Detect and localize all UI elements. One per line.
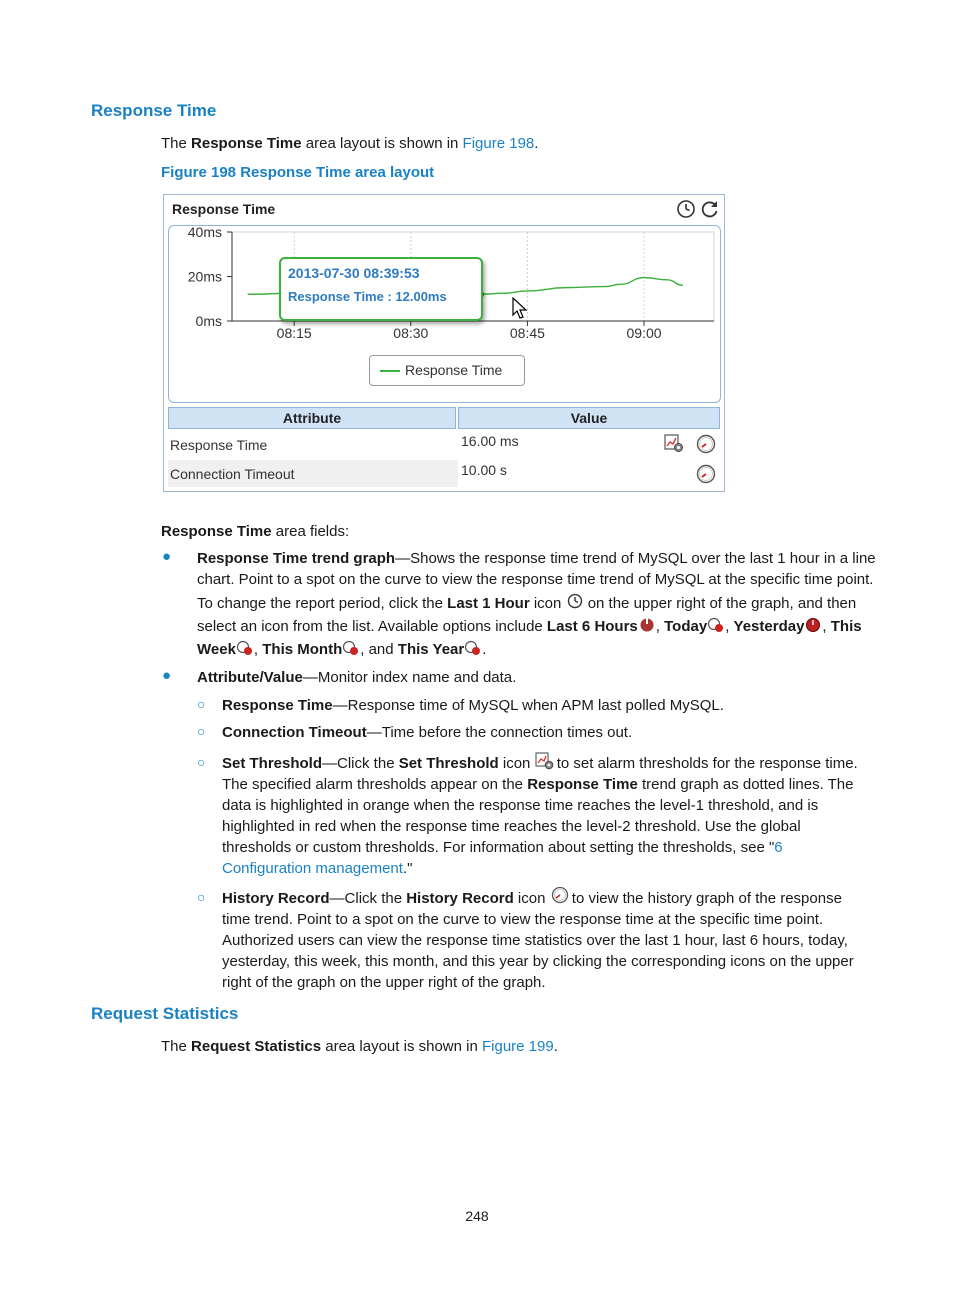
refresh-icon[interactable] [700,199,720,224]
history-record-icon[interactable] [696,464,716,489]
bullet-attribute-value: Attribute/Value—Monitor index name and data. [197,669,517,686]
this-month-icon [342,640,360,656]
page-number: 248 [465,1208,489,1224]
set-threshold-icon [535,752,553,768]
last-1-hour-icon [566,594,584,610]
sub-bullet-circle: ○ [197,723,206,739]
row-attribute: Response Time [170,437,268,453]
chart-tooltip [279,257,483,321]
y-tick-label: 0ms [195,313,222,329]
x-tick-label: 08:30 [393,325,429,341]
y-tick-label: 40ms [187,225,222,240]
sub-bullet-set-threshold: Set Threshold—Click the Set Threshold icon to set alarm thresholds for the response time. The specified alarm thresholds appear on the Response Time trend graph as dotted lines. The data is highlighted in orange when the response time reaches the level-1 threshold, and is highlighted in red when the response time reaches the level-2 threshold. Use the global thresholds or custom thresholds. For information about setting the thresholds, see "6 Configuration management." [222,752,882,879]
figure-198-link[interactable]: Figure 198 [462,135,535,152]
legend-line-swatch [380,370,400,372]
chart-legend[interactable] [369,355,525,386]
tooltip-time: 2013-07-30 08:39:53 [288,265,420,281]
tooltip-value: Response Time : 12.00ms [288,289,447,304]
sub-bullet-circle: ○ [197,754,206,770]
sub-bullet-circle: ○ [197,696,206,712]
outro-paragraph: The Request Statistics area layout is shown in Figure 199. [161,1038,558,1055]
bullet-dot: ● [162,548,172,565]
today-icon [707,617,725,633]
table-row [168,431,718,457]
sub-bullet-connection-timeout: Connection Timeout—Time before the connection times out. [222,724,633,741]
configuration-management-link-number[interactable]: 6 [774,839,783,856]
x-tick-label: 09:00 [626,325,662,341]
x-tick-label: 08:15 [276,325,312,341]
last-6-hours-icon [638,617,656,633]
table-row [168,460,718,487]
x-tick-label: 08:45 [509,325,545,341]
figure-199-link[interactable]: Figure 199 [481,1038,554,1055]
legend-label: Response Time [405,362,503,378]
set-threshold-icon[interactable] [664,433,684,458]
table-header-attribute: Attribute [168,407,456,429]
row-attribute: Connection Timeout [170,466,295,482]
bullet-dot: ● [162,667,172,684]
configuration-management-link[interactable]: Configuration management [222,860,403,877]
sub-bullet-history-record: History Record—Click the History Record icon to view the history graph of the response time trend. Point to a spot on the curve to view the response time at the specific time point. Authorized users can view the response time statistics over the last 1 hour, last 6 hours, today, yesterday, this week, this month, and this year by clicking the corresponding icons on the upper right of the graph on the upper right of the graph. [222,887,882,993]
this-week-icon [236,640,254,656]
yesterday-icon [804,617,822,633]
bullet-response-time-trend-graph: Response Time trend graph—Shows the response time trend of MySQL over the last 1 hour in a line chart. Point to a spot on the curve to view the response time trend of MySQL at the specific time point. To change the report period, click the Last 1 Hour icon on the upper right of the graph, and then select an icon from the list. Available options include Last 6 Hours , Today , Yesterday , This Week , This Month , and This Year . [197,550,876,658]
table-header-value: Value [458,407,720,429]
response-time-widget [163,194,725,492]
row-value: 16.00 ms [461,433,519,449]
intro-paragraph: The Response Time area layout is shown in Figure 198. [161,135,539,152]
mouse-cursor-icon [512,297,528,326]
row-value: 10.00 s [461,462,507,478]
history-record-icon [550,887,568,903]
sub-bullet-circle: ○ [197,889,206,905]
y-tick-label: 20ms [187,268,222,285]
sub-bullet-response-time: Response Time—Response time of MySQL when APM last polled MySQL. [222,697,724,714]
widget-title: Response Time [172,201,276,217]
figure-caption: Figure 198 Response Time area layout [161,164,435,181]
history-clock-icon[interactable] [676,199,696,224]
fields-intro: Response Time area fields: [161,523,350,540]
section-heading-request-statistics: Request Statistics [91,1004,239,1023]
section-heading-response-time: Response Time [91,101,217,120]
history-record-icon[interactable] [696,434,716,459]
this-year-icon [464,640,482,656]
